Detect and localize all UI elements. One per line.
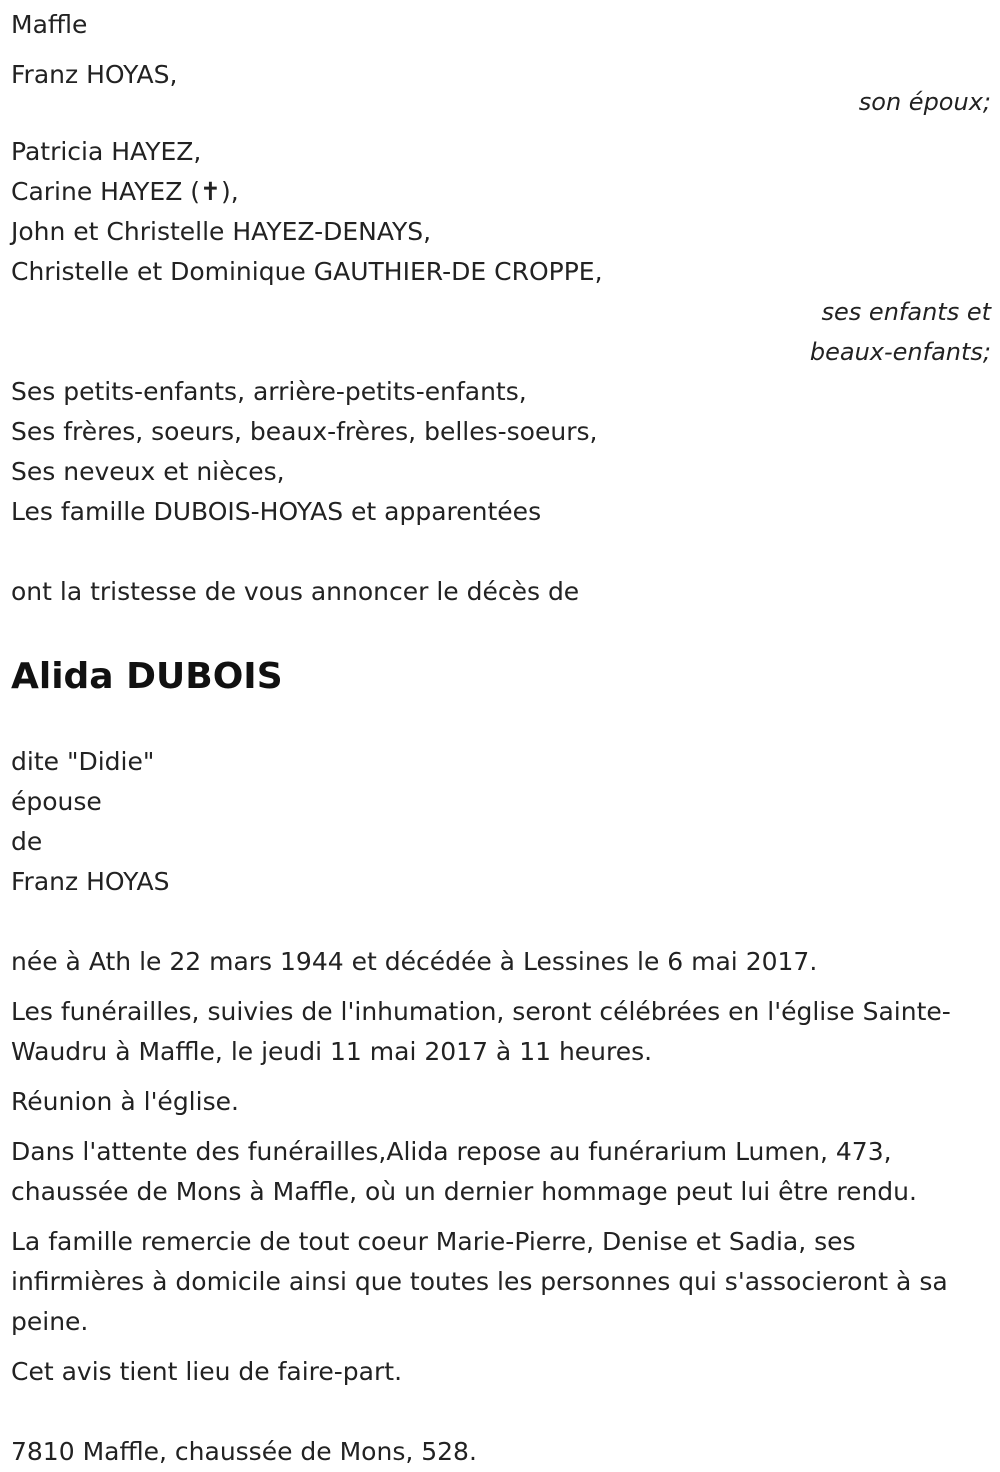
meeting-text: Réunion à l'église. (11, 1087, 239, 1116)
child-line-with-cross (11, 172, 991, 212)
child-line: John et Christelle HAYEZ-DENAYS, (11, 217, 432, 246)
obituary-notice (11, 5, 991, 1472)
funeral-text: Les funérailles, suivies de l'inhumation, seront célébrées en l'église Sainte-Waudru à Maffle, le jeudi 11 mai 2017 à 11 heures. (11, 997, 951, 1066)
cross-icon: ✝ (200, 177, 221, 206)
children-role-line1: ses enfants et (821, 298, 991, 326)
deceased-name: Alida DUBOIS (11, 656, 283, 697)
children-role-line2: beaux-enfants; (809, 338, 991, 366)
nickname-line: dite "Didie" (11, 747, 155, 776)
spouse-of-line: Franz HOYAS (11, 867, 170, 896)
announcement-text: ont la tristesse de vous annoncer le décès de (11, 577, 580, 606)
birth-death-text: née à Ath le 22 mars 1944 et décédée à Lessines le 6 mai 2017. (11, 947, 818, 976)
child-line: Christelle et Dominique GAUTHIER-DE CROPPE, (11, 257, 603, 286)
child-line: Patricia HAYEZ, (11, 137, 202, 166)
children-list (11, 132, 991, 292)
child-name-suffix: ), (220, 177, 239, 206)
spouse-of-line: épouse (11, 787, 102, 816)
spouse-role: son époux; (858, 88, 991, 116)
thanks-text: La famille remercie de tout coeur Marie-Pierre, Denise et Sadia, ses infirmières à domicile ainsi que toutes les personnes qui s'associeront à sa peine. (11, 1227, 948, 1336)
family-line: Ses petits-enfants, arrière-petits-enfants, (11, 377, 527, 406)
notice-text: Cet avis tient lieu de faire-part. (11, 1357, 403, 1386)
child-name: Carine HAYEZ ( (11, 177, 201, 206)
location-header: Maffle (11, 10, 88, 39)
spouse-of-line: de (11, 827, 43, 856)
family-line: Les famille DUBOIS-HOYAS et apparentées (11, 497, 542, 526)
deceased-details (11, 742, 991, 902)
family-line: Ses neveux et nièces, (11, 457, 285, 486)
visitation-text: Dans l'attente des funérailles,Alida repose au funérarium Lumen, 473, chaussée de Mons à Maffle, où un dernier hommage peut lui être rendu. (11, 1137, 917, 1206)
family-line: Ses frères, soeurs, beaux-frères, belles-soeurs, (11, 417, 598, 446)
address-text: 7810 Maffle, chaussée de Mons, 528. (11, 1437, 477, 1466)
family-list (11, 372, 991, 532)
spouse-name: Franz HOYAS, (11, 60, 178, 89)
